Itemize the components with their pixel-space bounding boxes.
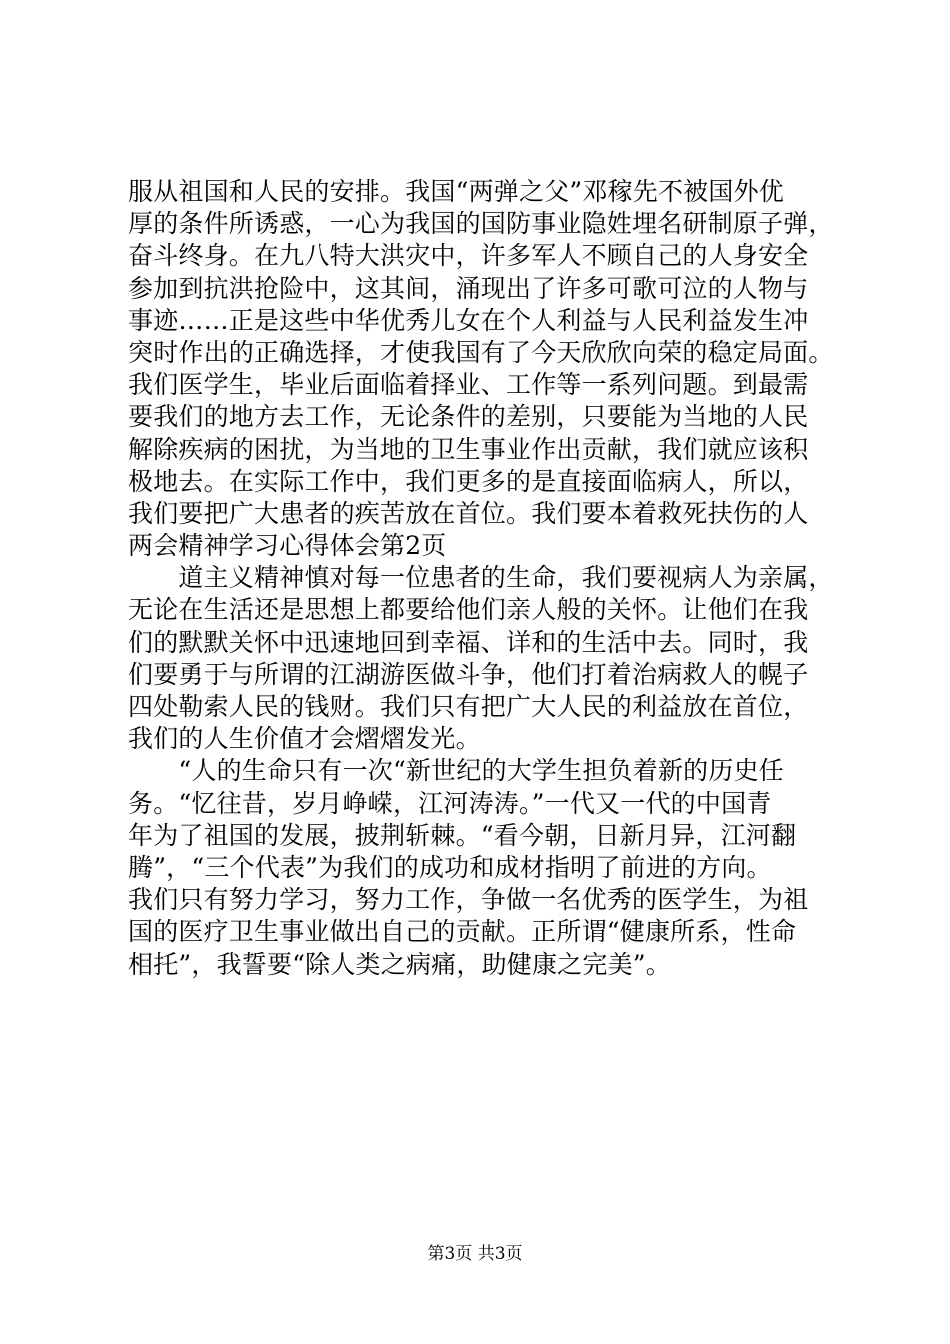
text-line: 服从祖国和人民的安排。我国“两弹之父”邓稼先不被国外优: [128, 177, 784, 206]
text-line: 要我们的地方去工作，无论条件的差别，只要能为当地的人民: [128, 402, 809, 432]
text-line: 我们要把广大患者的疾苦放在首位。我们要本着救死扶伤的人: [128, 498, 809, 528]
page-footer: [0, 1243, 950, 1265]
text-line: 道主义精神慎对每一位患者的生命，我们要视病人为亲属，: [128, 563, 834, 593]
text-line: 参加到抗洪抢险中，这其间，涌现出了许多可歌可泣的人物与: [128, 273, 809, 303]
text-line: 极地去。在实际工作中，我们更多的是直接面临病人，所以，: [128, 466, 809, 496]
text-line: 我们医学生，毕业后面临着择业、工作等一系列问题。到最需: [128, 370, 809, 400]
text-line: 事迹……正是这些中华优秀儿女在个人利益与人民利益发生冲: [128, 305, 809, 335]
text-line: “人的生命只有一次“新世纪的大学生担负着新的历史任: [128, 756, 784, 786]
text-line: 我们只有努力学习，努力工作，争做一名优秀的医学生，为祖: [128, 885, 809, 915]
text-line: 相托”，我誓要“除人类之病痛，助健康之完美”。: [128, 949, 671, 979]
section-heading-line: 两会精神学习心得体会第2页: [128, 531, 447, 561]
text-line: 厚的条件所诱惑，一心为我国的国防事业隐姓埋名研制原子弹，: [128, 209, 834, 239]
text-line: 腾”，“三个代表”为我们的成功和成材指明了前进的方向。: [128, 852, 772, 882]
text-line: 国的医疗卫生事业做出自己的贡献。正所谓“健康所系，性命: [128, 917, 797, 947]
page-number-label: 第3页 共3页: [427, 1244, 523, 1264]
text-line: 务。“忆往昔，岁月峥嵘，江河涛涛。”一代又一代的中国青: [128, 788, 772, 818]
text-line: 突时作出的正确选择，才使我国有了今天欣欣向荣的稳定局面。: [128, 337, 834, 367]
text-line: 无论在生活还是思想上都要给他们亲人般的关怀。让他们在我: [128, 595, 809, 625]
text-line: 奋斗终身。在九八特大洪灾中，许多军人不顾自己的人身安全: [128, 241, 809, 271]
text-line: 我们的人生价值才会熠熠发光。: [128, 724, 481, 754]
text-line: 们要勇于与所谓的江湖游医做斗争，他们打着治病救人的幌子: [128, 659, 809, 689]
text-line: 年为了祖国的发展，披荆斩棘。“看今朝，日新月异，江河翻: [128, 820, 797, 850]
document-body: [128, 176, 834, 981]
text-line: 四处勒索人民的钱财。我们只有把广大人民的利益放在首位，: [128, 692, 809, 721]
text-line: 们的默默关怀中迅速地回到幸福、详和的生活中去。同时，我: [128, 627, 809, 657]
text-line: 解除疾病的困扰，为当地的卫生事业作出贡献，我们就应该积: [128, 434, 809, 464]
